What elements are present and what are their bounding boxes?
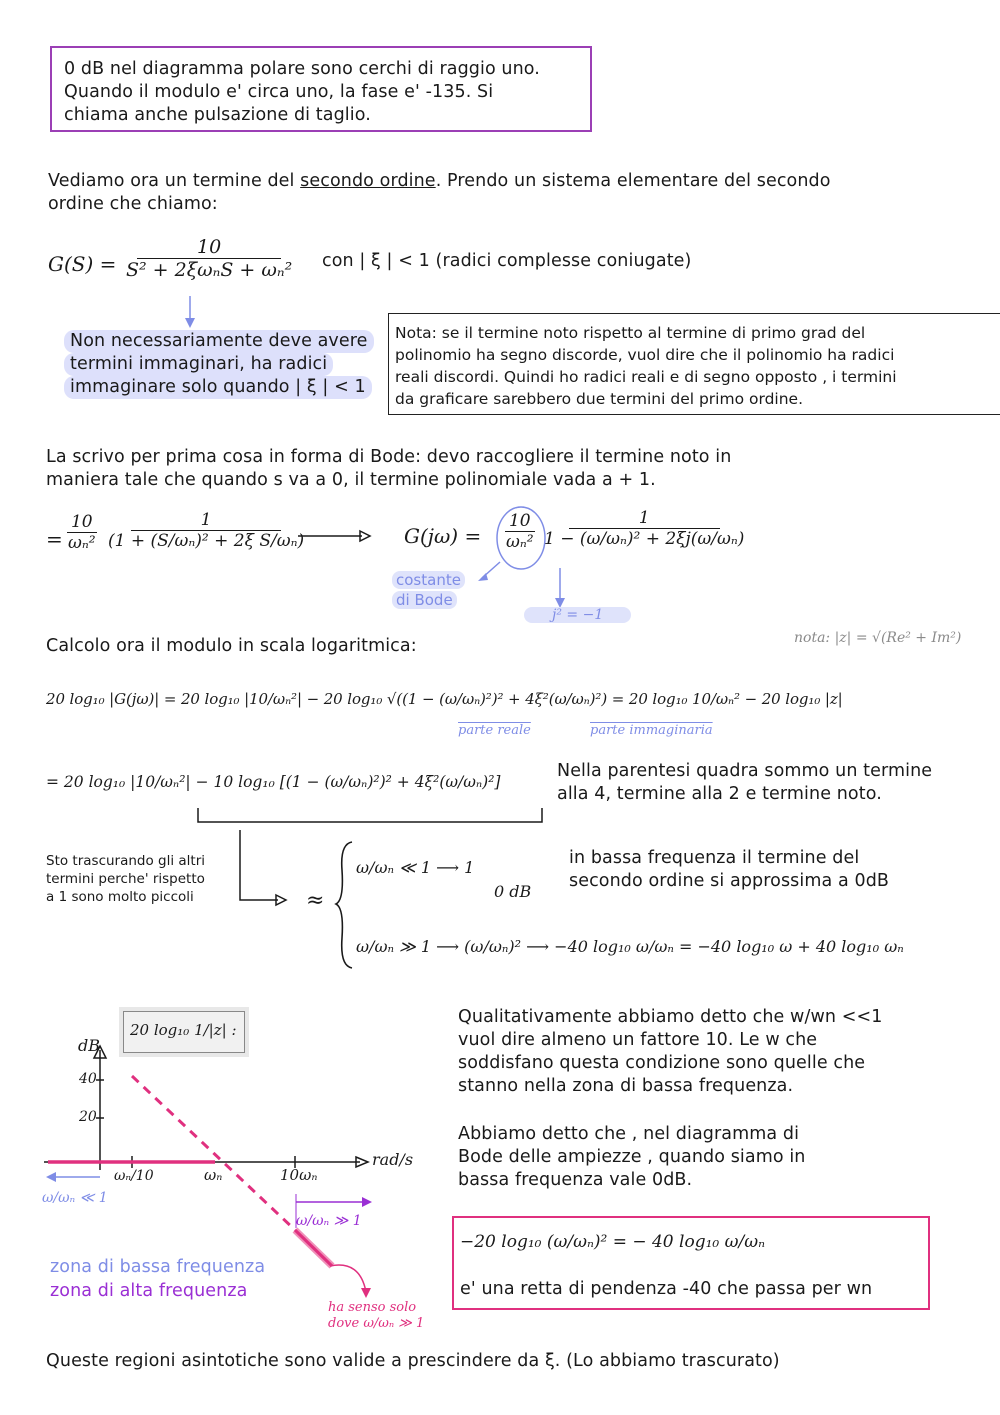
qual-p1-line-4: stanno nella zona di bassa frequenza. [458, 1076, 794, 1096]
eq2-costante-label [392, 570, 465, 610]
side-note [64, 330, 374, 399]
intro-underlined: secondo ordine [300, 171, 436, 191]
plot-xtick-10wn: 10ωₙ [280, 1166, 318, 1184]
eq3-line: 20 log₁₀ |G(jω)| = 20 log₁₀ |10/ωₙ²| − 20 log₁₀ √((1 − (ω/ωₙ)²)² + 4ξ²(ω/ωₙ)²) = 20 log₁₀ 10/ωₙ² − 20 log₁₀ |z| [46, 690, 843, 708]
approx-side-line-2: termini perche' rispetto [46, 871, 205, 887]
eq1-arrow [180, 296, 200, 330]
eq2-r2 [540, 508, 748, 549]
di-bode-text: di Bode [392, 591, 457, 609]
bode-text-line-1: La scrivo per prima cosa in forma di Bode: devo raccogliere il termine noto in [46, 447, 732, 467]
eq2-rest-den: (1 + (S/ωₙ)² + 2ξ S/ωₙ) [108, 531, 305, 551]
plot-title: 20 log₁₀ 1/|z| : [130, 1021, 237, 1039]
costante-text: costante [392, 571, 465, 589]
modulo-nota: nota: |z| = √(Re² + Im²) [794, 630, 962, 646]
approx-sign: ≈ [306, 888, 325, 913]
eq3-parte-reale: parte reale [458, 723, 531, 738]
qual-p1-line-2: vuol dire almeno un fattore 10. Le w che [458, 1030, 818, 1050]
intro-paragraph-line-2: ordine che chiamo: [48, 194, 218, 214]
eq2-k2-den: ωₙ² [506, 532, 534, 552]
eq2-k-den: ωₙ² [68, 533, 96, 553]
eq2-rest [104, 510, 308, 551]
plot-senso-line-2: dove ω/ωₙ ≫ 1 [328, 1316, 425, 1331]
eq2-k [64, 512, 100, 553]
approx-brace [332, 840, 356, 970]
eq2-eq: = [46, 527, 63, 551]
side-note-line-3: immaginare solo quando | ξ | < 1 [64, 376, 372, 399]
eq2-k-num: 10 [67, 512, 97, 533]
j2-text: j² = −1 [524, 607, 631, 623]
qual-p1 [458, 1006, 883, 1098]
qual-p2-line-1: Abbiamo detto che , nel diagramma di [458, 1124, 800, 1144]
eq1-den: S² + 2ξωₙS + ωₙ² [126, 259, 293, 281]
eq1-fraction [122, 236, 296, 281]
nota-line-2: polinomio ha segno discorde, vuol dire che il polinomio ha radici [395, 346, 895, 364]
nota-line-3: reali discordi. Quindi ho radici reali e di segno opposto , i termini [395, 368, 897, 386]
plot-low-label: ω/ωₙ ≪ 1 [42, 1190, 108, 1206]
footer-text: Queste regioni asintotiche sono valide a prescindere da ξ. (Lo abbiamo trascurato) [46, 1351, 780, 1371]
eq4-brace [196, 806, 546, 826]
qual-p1-line-1: Qualitativamente abbiamo detto che w/wn <<1 [458, 1007, 883, 1027]
slope-box-eq: −20 log₁₀ (ω/ωₙ)² = − 40 log₁₀ ω/ωₙ [460, 1232, 765, 1252]
plot-ytick-40: 40 [79, 1071, 97, 1087]
plot-zona-bassa: zona di bassa frequenza [50, 1257, 266, 1277]
eq1-lhs: G(S) = [48, 252, 117, 276]
qual-p1-line-3: soddisfano questa condizione sono quelle che [458, 1053, 866, 1073]
qual-p2 [458, 1123, 805, 1192]
approx-case-1-note-1: in bassa frequenza il termine del [569, 848, 860, 868]
approx-case-2: ω/ωₙ ≫ 1 ⟶ (ω/ωₙ)² ⟶ −40 log₁₀ ω/ωₙ = −40 log₁₀ ω + 40 log₁₀ ωₙ [356, 937, 904, 956]
plot-zona-alta: zona di alta frequenza [50, 1281, 248, 1301]
intro-part-1: Vediamo ora un termine del [48, 171, 301, 191]
approx-case-1: ω/ωₙ ≪ 1 ⟶ 1 [356, 858, 475, 877]
eq1-num: 10 [137, 236, 281, 259]
eq2-rest-num: 1 [131, 510, 282, 531]
plot-senso-line-1: ha senso solo [328, 1300, 417, 1315]
eq4-note-line-1: Nella parentesi quadra sommo un termine [557, 761, 933, 781]
intro-paragraph-line-1 [48, 170, 831, 193]
intro-box-line-3: chiama anche pulsazione di taglio. [64, 105, 371, 125]
intro-box-line-2: Quando il modulo e' circa uno, la fase e' -135. Si [64, 82, 494, 102]
approx-side-line-1: Sto trascurando gli altri [46, 853, 206, 869]
approx-case-1-note-2: secondo ordine si approssima a 0dB [569, 871, 890, 891]
side-note-line-1: Non necessariamente deve avere [64, 330, 374, 353]
eq2-r2-num: 1 [569, 508, 720, 529]
nota-box [388, 313, 1000, 415]
nota-line-4: da graficare sarebbero due termini del primo ordine. [395, 390, 804, 408]
eq2-k2 [502, 511, 538, 552]
asymptote-high [132, 1076, 295, 1230]
slope-box-text: e' una retta di pendenza -40 che passa per wn [460, 1279, 873, 1299]
intro-box [50, 46, 592, 132]
side-note-line-2: termini immaginari, ha radici [64, 353, 333, 376]
intro-part-2: . Prendo un sistema elementare del secondo [435, 171, 831, 191]
plot-ylabel: dB [78, 1036, 100, 1055]
eq2-j2 [524, 606, 631, 624]
eq4-line: = 20 log₁₀ |10/ωₙ²| − 10 log₁₀ [(1 − (ω/ωₙ)²)² + 4ξ²(ω/ωₙ)²] [46, 773, 501, 791]
eq1-condition: con | ξ | < 1 (radici complesse coniugate) [322, 251, 692, 271]
nota-line-1: Nota: se il termine noto rispetto al termine di primo grad del [395, 324, 866, 342]
eq2-k2-num: 10 [505, 511, 535, 532]
modulo-text: Calcolo ora il modulo in scala logaritmica: [46, 636, 417, 656]
plot-xtick-wn10: ωₙ/10 [114, 1168, 154, 1184]
approx-case-1-db: 0 dB [494, 882, 532, 901]
plot-xtick-wn: ωₙ [204, 1166, 223, 1184]
eq2-r2-den: 1 − (ω/ωₙ)² + 2ξj(ω/ωₙ) [544, 529, 745, 549]
slope-box [452, 1216, 930, 1310]
eq2-arrow [296, 528, 376, 544]
eq2-lhs: G(jω) = [404, 524, 482, 548]
plot-high-label: ω/ωₙ ≫ 1 [296, 1213, 362, 1229]
eq4-note-line-2: alla 4, termine alla 2 e termine noto. [557, 784, 882, 804]
bode-text-line-2: maniera tale che quando s va a 0, il termine polinomiale vada a + 1. [46, 470, 656, 490]
intro-box-line-1: 0 dB nel diagramma polare sono cerchi di raggio uno. [64, 59, 540, 79]
approx-arrow [234, 828, 294, 908]
plot-xlabel: rad/s [372, 1150, 414, 1169]
eq3-parte-immaginaria: parte immaginaria [590, 723, 713, 738]
plot-ytick-20: 20 [79, 1109, 97, 1125]
qual-p2-line-3: bassa frequenza vale 0dB. [458, 1170, 693, 1190]
qual-p2-line-2: Bode delle ampiezze , quando siamo in [458, 1147, 806, 1167]
approx-side-line-3: a 1 sono molto piccoli [46, 889, 194, 905]
approx-side-note [46, 852, 205, 906]
plot-senso [328, 1300, 424, 1332]
